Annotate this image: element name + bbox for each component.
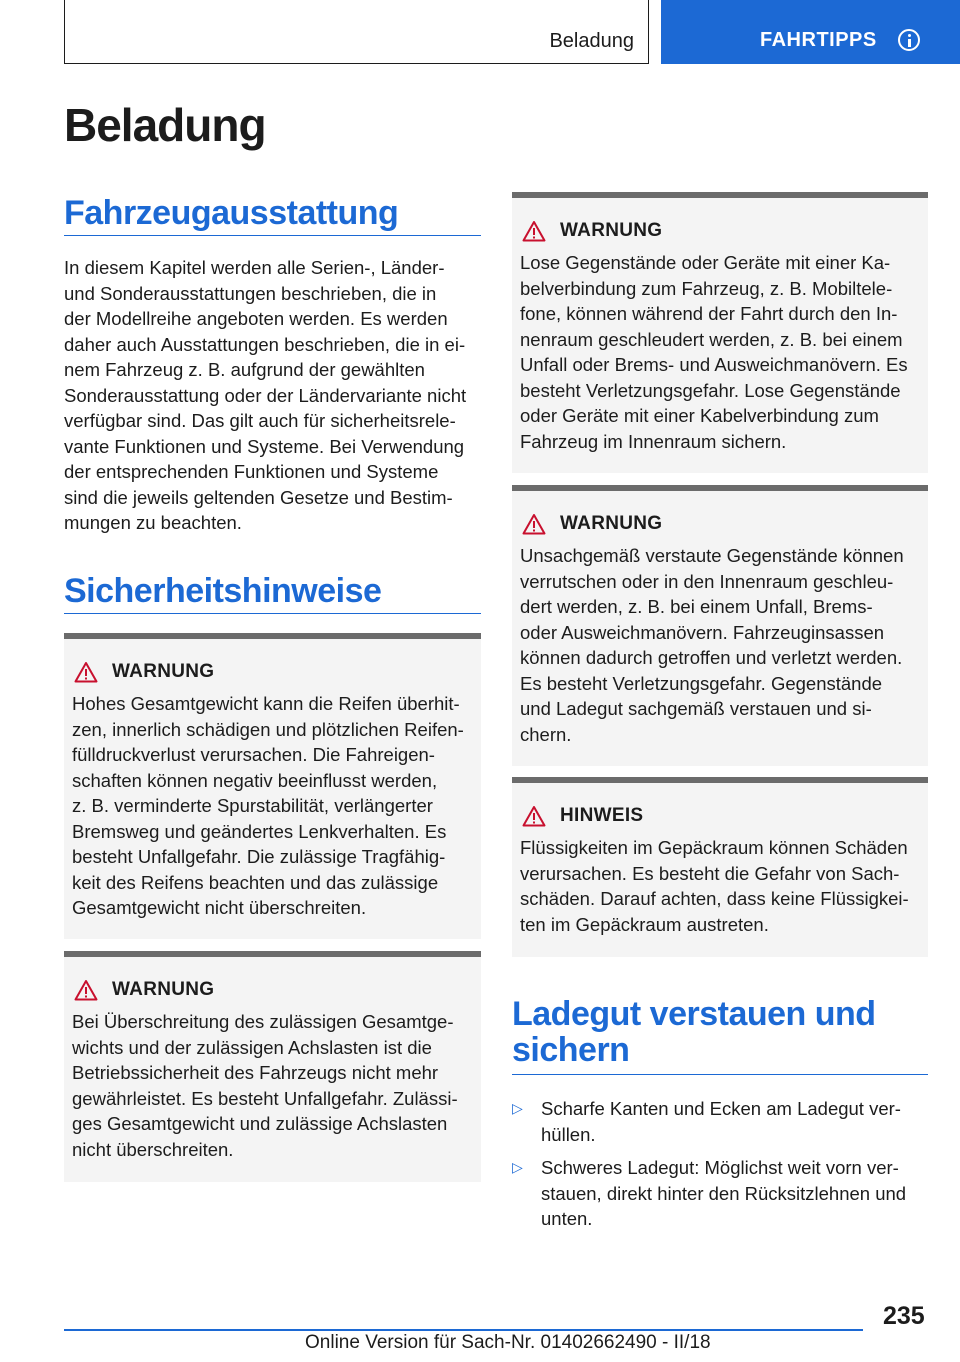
header-section-label: Beladung [549, 30, 634, 52]
list-item: ▷ Scharfe Kanten und Ecken am Ladegut ver- hüllen. [512, 1098, 901, 1145]
page-title: Beladung [64, 99, 266, 151]
notice-label: HINWEIS [560, 805, 644, 826]
warning-text: Unsachgemäß verstaute Gegenstände können verrutschen oder in den Innenraum geschleu- dert werden, z. B. bei einem Unfall, Brems- oder Ausweichmanövern. Fahrzeuginsassen können dadurch getroffen und verletzt werden. Es besteht Verletzungsgefahr. Gegenstände und Ladegut sachgemäß verstauen und si- chern. [520, 545, 904, 745]
warning-text: Lose Gegenstände oder Geräte mit einer Ka- belverbindung zum Fahrzeug, z. B. Mobiltele- fone, können während der Fahrt durch den In- nenraum geschleudert werden, z. B. bei einem Unfall oder Brems- und Ausweichmanövern. Es besteht Verletzungsgefahr. Lose Gegenstände oder Geräte mit einer Kabelverbindung zum Fahrzeug im Innenraum sichern. [520, 252, 908, 452]
header-section-tab [64, 0, 649, 64]
heading-fahrzeugausstattung: Fahrzeugausstattung [64, 195, 481, 236]
warning-label: WARNUNG [560, 220, 663, 241]
header-chapter-label: FAHRTIPPS [760, 29, 877, 51]
bullet-list [512, 1096, 928, 1232]
warning-box [512, 192, 928, 473]
warning-triangle-icon [522, 513, 546, 535]
page-number: 235 [883, 1302, 925, 1330]
warning-text: Hohes Gesamtgewicht kann die Reifen überhit- zen, innerlich schädigen und plötzlichen Reifen- fülldruckverlust verursachen. Die Fahreigen- schaften können negativ beeinflusst werden, z. B. verminderte Spurstabilität, verlängerter Bremsweg und geändertes Lenkverhalten. Es besteht Unfallgefahr. Die zulässige Tragfähig- keit des Reifens beachten und das zulässige Gesamtgewicht nicht überschreiten. [72, 693, 464, 918]
warning-triangle-icon [522, 805, 546, 827]
warning-triangle-icon [74, 661, 98, 683]
list-item: ▷ Schweres Ladegut: Möglichst weit vorn ver- stauen, direkt hinter den Rücksitzlehnen und unten. [512, 1157, 907, 1229]
warning-label: WARNUNG [112, 979, 215, 1000]
heading-sicherheitshinweise: Sicherheitshinweise [64, 573, 481, 614]
warning-box [64, 951, 481, 1182]
triangle-bullet-icon: ▷ [512, 1159, 523, 1175]
warning-triangle-icon [74, 979, 98, 1001]
footer-online-version: Online Version für Sach-Nr. 01402662490 - II/18 [305, 1332, 711, 1353]
notice-text: Flüssigkeiten im Gepäckraum können Schäden verursachen. Es besteht die Gefahr von Sach- schäden. Darauf achten, dass keine Flüssigkei- ten im Gepäckraum austreten. [520, 837, 909, 935]
info-circle-icon [898, 29, 920, 51]
warning-box [64, 633, 481, 939]
warning-text: Bei Überschreitung des zulässigen Gesamtge- wichts und der zulässigen Achslasten ist die Betriebssicherheit des Fahrzeugs nicht mehr gewährleistet. Es besteht Unfallgefahr. Zulässi- ges Gesamtgewicht und zulässige Achslasten nicht überschreiten. [72, 1011, 458, 1160]
triangle-bullet-icon: ▷ [512, 1100, 523, 1116]
notice-box [512, 777, 928, 957]
warning-box [512, 485, 928, 766]
warning-label: WARNUNG [560, 513, 663, 534]
header-chapter-tab [661, 0, 960, 64]
heading-ladegut-verstauen: Ladegut verstauen und sichern [512, 996, 928, 1075]
warning-label: WARNUNG [112, 661, 215, 682]
footer-divider [64, 1329, 863, 1331]
warning-triangle-icon [522, 220, 546, 242]
intro-paragraph: In diesem Kapitel werden alle Serien-, Länder- und Sonderausstattungen beschrieben, die in der Modellreihe angeboten werden. Es werden daher auch Ausstattungen beschrieben, die in ei- nem Fahrzeug z. B. aufgrund der gewählten Sonderausstattung oder der Ländervariante nicht verfügbar sind. Das gilt auch für sicherheitsrele- vante Funktionen und Systeme. Bei Verwendung der entsprechenden Funktionen und Systeme sind die jeweils geltenden Gesetze und Bestim- mungen zu beachten. [64, 257, 467, 533]
